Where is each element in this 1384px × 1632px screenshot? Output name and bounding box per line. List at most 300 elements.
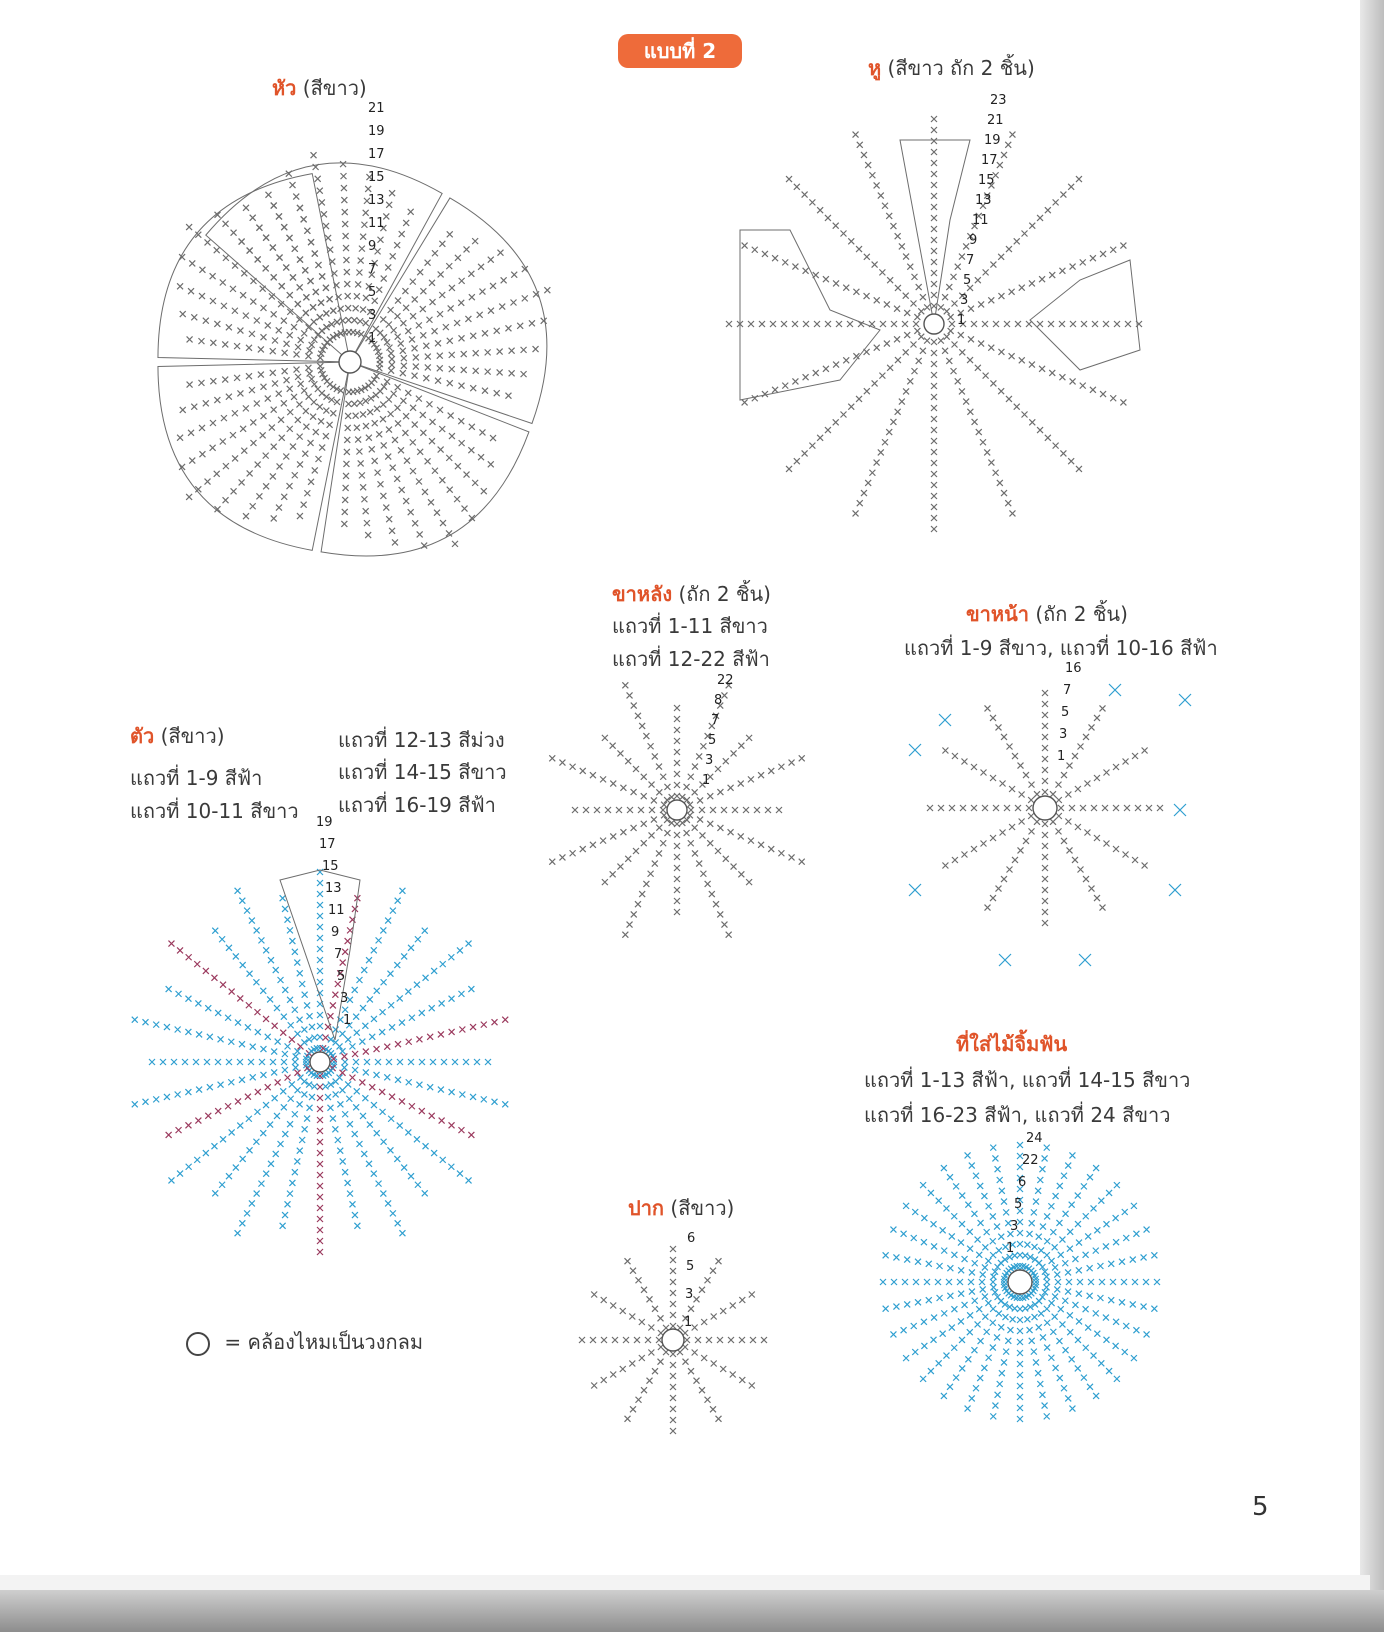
stitch-mark (1094, 1331, 1100, 1337)
stitch-mark (132, 1017, 138, 1023)
stitch-mark (389, 362, 395, 368)
stitch-mark (357, 318, 363, 324)
stitch-mark (658, 1315, 664, 1321)
stitch-mark (301, 388, 307, 394)
stitch-mark (403, 498, 409, 504)
head-stitch-column (180, 367, 324, 413)
stitch-mark (715, 848, 721, 854)
stitch-mark (803, 268, 809, 274)
ears-stitch-spoke (726, 321, 919, 327)
stitch-mark (1060, 450, 1066, 456)
stitch-mark (652, 1368, 658, 1374)
stitch-mark (931, 394, 937, 400)
stitch-mark (988, 460, 994, 466)
stitch-mark (394, 405, 400, 411)
stitch-mark (439, 477, 445, 483)
stitch-mark (435, 378, 441, 384)
stitch-mark (1085, 1325, 1091, 1331)
stitch-mark (782, 383, 788, 389)
stitch-mark (1069, 1202, 1075, 1208)
stitch-mark (391, 391, 397, 397)
stitch-mark (713, 901, 719, 907)
stitch-mark (423, 1143, 429, 1149)
front-legs-row-number: 16 (1065, 661, 1082, 676)
stitch-mark (931, 416, 937, 422)
body-row-number: 7 (334, 947, 343, 962)
stitch-mark (220, 1136, 226, 1142)
stitch-mark (488, 461, 494, 467)
stitch-mark (385, 918, 391, 924)
stitch-mark (938, 304, 944, 310)
stitch-mark (825, 321, 831, 327)
stitch-mark (1007, 744, 1013, 750)
front-legs-stitch-spoke (1042, 690, 1048, 795)
stitch-mark (282, 368, 288, 374)
stitch-mark (342, 1007, 348, 1013)
body-stitch-spoke (326, 1070, 428, 1196)
stitch-mark (768, 768, 774, 774)
stitch-mark (287, 409, 293, 415)
stitch-mark (371, 1016, 377, 1022)
stitch-mark (684, 830, 690, 836)
holder-stitch-spoke (1017, 1295, 1023, 1422)
stitch-mark (364, 520, 370, 526)
stitch-mark (1093, 1393, 1099, 1399)
stitch-mark (429, 438, 435, 444)
stitch-mark (420, 430, 426, 436)
body-stitch-spoke (320, 1073, 360, 1229)
stitch-mark (369, 1084, 375, 1090)
stitch-mark (221, 303, 227, 309)
stitch-mark (237, 1059, 243, 1065)
stitch-mark (310, 414, 316, 420)
stitch-mark (1032, 1314, 1038, 1320)
stitch-mark (372, 420, 378, 426)
stitch-mark (976, 429, 982, 435)
stitch-mark (292, 949, 298, 955)
stitch-mark (381, 979, 387, 985)
stitch-mark (670, 1406, 676, 1412)
stitch-mark (765, 807, 771, 813)
page-shadow (0, 1590, 1384, 1632)
stitch-mark (254, 318, 260, 324)
stitch-mark (298, 381, 304, 387)
stitch-mark (674, 876, 680, 882)
stitch-mark (962, 1256, 968, 1262)
stitch-mark (191, 404, 197, 410)
body-row-number: 1 (343, 1013, 352, 1028)
stitch-mark (977, 1183, 983, 1189)
stitch-mark (998, 254, 1004, 260)
stitch-mark (1004, 321, 1010, 327)
stitch-mark (1141, 1254, 1147, 1260)
stitch-mark (297, 513, 303, 519)
stitch-mark (363, 1069, 369, 1075)
stitch-mark (742, 399, 748, 405)
stitch-mark (641, 774, 647, 780)
stitch-mark (278, 977, 284, 983)
stitch-mark (670, 1301, 676, 1307)
stitch-mark (472, 480, 478, 486)
stitch-mark (293, 1065, 299, 1071)
stitch-mark (1065, 1163, 1071, 1169)
stitch-mark (285, 1201, 291, 1207)
stitch-mark (377, 237, 383, 243)
stitch-mark (580, 846, 586, 852)
stitch-mark (449, 1122, 455, 1128)
stitch-mark (226, 945, 232, 951)
stitch-mark (1089, 724, 1095, 730)
stitch-mark (319, 199, 325, 205)
stitch-mark (497, 250, 503, 256)
stitch-mark (590, 842, 596, 848)
stitch-mark (246, 1002, 252, 1008)
stitch-mark (386, 321, 392, 327)
stitch-mark (699, 1387, 705, 1393)
stitch-mark (1042, 723, 1048, 729)
head-row-number: 1 (368, 331, 377, 346)
stitch-mark (240, 962, 246, 968)
stitch-mark (332, 992, 338, 998)
toothpick-holder-line-1: แถวที่ 1-13 สีฟ้า, แถวที่ 14-15 สีขาว (864, 1068, 1191, 1092)
body-note: (สีขาว) (160, 724, 225, 748)
stitch-mark (271, 203, 277, 209)
stitch-mark (1085, 1233, 1091, 1239)
stitch-mark (289, 1180, 295, 1186)
stitch-mark (1044, 1320, 1050, 1326)
stitch-mark (600, 776, 606, 782)
stitch-mark (394, 476, 400, 482)
stitch-mark (891, 321, 897, 327)
stitch-mark (282, 987, 288, 993)
stitch-mark (303, 310, 309, 316)
stitch-mark (1065, 792, 1071, 798)
stitch-mark (226, 1059, 232, 1065)
stitch-mark (402, 430, 408, 436)
front-legs-magic-ring (1033, 796, 1057, 820)
stitch-mark (748, 838, 754, 844)
stitch-mark (415, 936, 421, 942)
stitch-mark (256, 493, 262, 499)
stitch-mark (959, 1337, 965, 1343)
stitch-mark (635, 901, 641, 907)
stitch-mark (1042, 701, 1048, 707)
stitch-mark (380, 1109, 386, 1115)
stitch-mark (317, 957, 323, 963)
stitch-mark (477, 312, 483, 318)
stitch-mark (312, 467, 318, 473)
stitch-mark (572, 807, 578, 813)
mouth-stitch-spoke (670, 1246, 676, 1329)
stitch-mark (1072, 753, 1078, 759)
stitch-mark (715, 766, 721, 772)
stitch-mark (1042, 756, 1048, 762)
stitch-mark (365, 186, 371, 192)
stitch-mark (225, 1015, 231, 1021)
stitch-mark (1072, 857, 1078, 863)
stitch-mark (1059, 374, 1065, 380)
front-legs-blue-stitch (1169, 884, 1181, 896)
stitch-mark (239, 1041, 245, 1047)
stitch-mark (249, 1200, 255, 1206)
stitch-mark (990, 1145, 996, 1151)
stitch-mark (1067, 1312, 1073, 1318)
stitch-mark (1042, 1155, 1048, 1161)
stitch-mark (323, 285, 329, 291)
stitch-mark (579, 1337, 585, 1343)
stitch-mark (1093, 1310, 1099, 1316)
stitch-mark (792, 264, 798, 270)
stitch-mark (969, 1289, 975, 1295)
stitch-mark (813, 370, 819, 376)
stitch-mark (437, 407, 443, 413)
holder-row-number: 5 (1014, 1197, 1023, 1212)
stitch-mark (1056, 1338, 1062, 1344)
stitch-mark (591, 1292, 597, 1298)
stitch-mark (481, 1022, 487, 1028)
stitch-mark (412, 373, 418, 379)
stitch-mark (351, 401, 357, 407)
stitch-mark (205, 1113, 211, 1119)
stitch-mark (203, 318, 209, 324)
stitch-mark (915, 1299, 921, 1305)
head-row-number: 15 (368, 170, 385, 185)
back-legs-stitch-spoke (549, 755, 667, 807)
stitch-mark (968, 306, 974, 312)
head-stitch-column (186, 378, 330, 500)
stitch-mark (511, 272, 517, 278)
stitch-mark (188, 430, 194, 436)
stitch-mark (177, 1171, 183, 1177)
stitch-mark (340, 1158, 346, 1164)
back-legs-line-1: แถวที่ 1-11 สีขาว (612, 614, 768, 638)
stitch-mark (1065, 819, 1071, 825)
stitch-mark (373, 392, 379, 398)
stitch-mark (1050, 1329, 1056, 1335)
stitch-mark (1080, 383, 1086, 389)
holder-stitch-spoke (1033, 1252, 1158, 1282)
stitch-mark (430, 1059, 436, 1065)
stitch-mark (1029, 362, 1035, 368)
stitch-mark (1100, 705, 1106, 711)
stitch-mark (195, 1000, 201, 1006)
stitch-mark (1052, 1244, 1058, 1250)
stitch-mark (985, 905, 991, 911)
stitch-mark (921, 1239, 927, 1245)
stitch-mark (481, 488, 487, 494)
stitch-mark (1048, 1203, 1054, 1209)
stitch-mark (916, 284, 922, 290)
stitch-mark (1019, 819, 1025, 825)
stitch-mark (652, 1306, 658, 1312)
stitch-mark (220, 438, 226, 444)
stitch-mark (429, 1005, 435, 1011)
stitch-mark (1070, 264, 1076, 270)
stitch-mark (1048, 1355, 1054, 1361)
stitch-mark (317, 913, 323, 919)
stitch-mark (1069, 1152, 1075, 1158)
stitch-mark (958, 1267, 964, 1273)
stitch-mark (1017, 1394, 1023, 1400)
stitch-mark (468, 1132, 474, 1138)
stitch-mark (1037, 215, 1043, 221)
front-legs-stitch-spoke (1042, 821, 1048, 926)
stitch-mark (277, 255, 283, 261)
stitch-mark (990, 1306, 996, 1312)
stitch-mark (1094, 835, 1100, 841)
stitch-mark (969, 1163, 975, 1169)
stitch-mark (485, 1059, 491, 1065)
stitch-mark (466, 1177, 472, 1183)
stitch-mark (605, 807, 611, 813)
stitch-mark (996, 886, 1002, 892)
stitch-mark (449, 352, 455, 358)
stitch-mark (731, 864, 737, 870)
stitch-mark (267, 996, 273, 1002)
stitch-mark (311, 1083, 317, 1089)
stitch-mark (1056, 813, 1062, 819)
head-stitch-column (239, 239, 333, 343)
stitch-mark (907, 264, 913, 270)
stitch-mark (1076, 1291, 1082, 1297)
body-row-number: 19 (316, 815, 333, 830)
stitch-mark (199, 425, 205, 431)
stitch-mark (292, 246, 298, 252)
stitch-mark (992, 1403, 998, 1409)
head-stitch-column (187, 336, 324, 360)
stitch-mark (351, 317, 357, 323)
stitch-mark (353, 413, 359, 419)
stitch-mark (692, 764, 698, 770)
stitch-mark (902, 1279, 908, 1285)
stitch-mark (1052, 1294, 1058, 1300)
stitch-mark (997, 1177, 1003, 1183)
stitch-mark (317, 188, 323, 194)
stitch-mark (1017, 1416, 1023, 1422)
stitch-mark (1042, 909, 1048, 915)
stitch-mark (490, 283, 496, 289)
stitch-mark (1144, 1331, 1150, 1337)
stitch-mark (263, 265, 269, 271)
stitch-mark (631, 911, 637, 917)
stitch-mark (384, 1074, 390, 1080)
stitch-mark (240, 1156, 246, 1162)
stitch-mark (1081, 1375, 1087, 1381)
stitch-mark (377, 481, 383, 487)
stitch-mark (449, 285, 455, 291)
stitch-mark (559, 854, 565, 860)
stitch-mark (983, 269, 989, 275)
stitch-mark (401, 1165, 407, 1171)
stitch-mark (380, 1009, 386, 1015)
stitch-mark (355, 281, 361, 287)
stitch-mark (274, 1113, 280, 1119)
stitch-mark (164, 1094, 170, 1100)
stitch-mark (1040, 1224, 1046, 1230)
stitch-mark (998, 1234, 1004, 1240)
stitch-mark (1065, 1395, 1071, 1401)
stitch-mark (674, 909, 680, 915)
stitch-mark (697, 817, 703, 823)
stitch-mark (255, 256, 261, 262)
body-stitch-spoke (149, 1059, 309, 1065)
stitch-mark (360, 234, 366, 240)
stitch-mark (297, 205, 303, 211)
stitch-mark (794, 458, 800, 464)
stitch-mark (397, 1059, 403, 1065)
stitch-mark (293, 1053, 299, 1059)
stitch-mark (367, 1122, 373, 1128)
stitch-mark (363, 423, 369, 429)
stitch-mark (901, 1327, 907, 1333)
stitch-mark (746, 879, 752, 885)
stitch-mark (333, 1027, 339, 1033)
stitch-mark (211, 975, 217, 981)
stitch-mark (449, 433, 455, 439)
stitch-mark (297, 257, 303, 263)
stitch-mark (385, 264, 391, 270)
stitch-mark (285, 1075, 291, 1081)
stitch-mark (631, 703, 637, 709)
stitch-mark (931, 1243, 937, 1249)
stitch-mark (497, 349, 503, 355)
stitch-mark (1092, 321, 1098, 327)
stitch-mark (778, 850, 784, 856)
stitch-mark (271, 444, 277, 450)
stitch-mark (281, 494, 287, 500)
stitch-mark (280, 1223, 286, 1229)
stitch-mark (403, 413, 409, 419)
stitch-mark (1010, 1316, 1016, 1322)
stitch-mark (967, 409, 973, 415)
stitch-mark (692, 850, 698, 856)
stitch-mark (1050, 819, 1056, 825)
stitch-mark (670, 1279, 676, 1285)
stitch-mark (647, 1296, 653, 1302)
front-legs-blue-stitch (939, 714, 951, 726)
stitch-mark (674, 887, 680, 893)
stitch-mark (297, 970, 303, 976)
stitch-mark (345, 425, 351, 431)
stitch-mark (438, 1031, 444, 1037)
stitch-mark (406, 1039, 412, 1045)
body-line-left-2: แถวที่ 10-11 สีขาว (130, 799, 299, 823)
stitch-mark (303, 424, 309, 430)
stitch-mark (1059, 268, 1065, 274)
stitch-mark (625, 856, 631, 862)
stitch-mark (971, 846, 977, 852)
stitch-mark (287, 292, 293, 298)
stitch-mark (395, 420, 401, 426)
stitch-mark (459, 335, 465, 341)
stitch-mark (1052, 1264, 1058, 1270)
legend-text: = คล้องไหมเป็นวงกลม (224, 1330, 424, 1354)
stitch-mark (488, 308, 494, 314)
stitch-mark (1053, 1193, 1059, 1199)
stitch-mark (268, 1161, 274, 1167)
stitch-mark (664, 784, 670, 790)
stitch-mark (1044, 1252, 1050, 1258)
stitch-mark (263, 235, 269, 241)
stitch-mark (952, 857, 958, 863)
stitch-mark (802, 192, 808, 198)
stitch-mark (502, 1017, 508, 1023)
stitch-mark (981, 770, 987, 776)
stitch-mark (710, 1406, 716, 1412)
stitch-mark (280, 1030, 286, 1036)
stitch-mark (279, 435, 285, 441)
stitch-mark (449, 366, 455, 372)
